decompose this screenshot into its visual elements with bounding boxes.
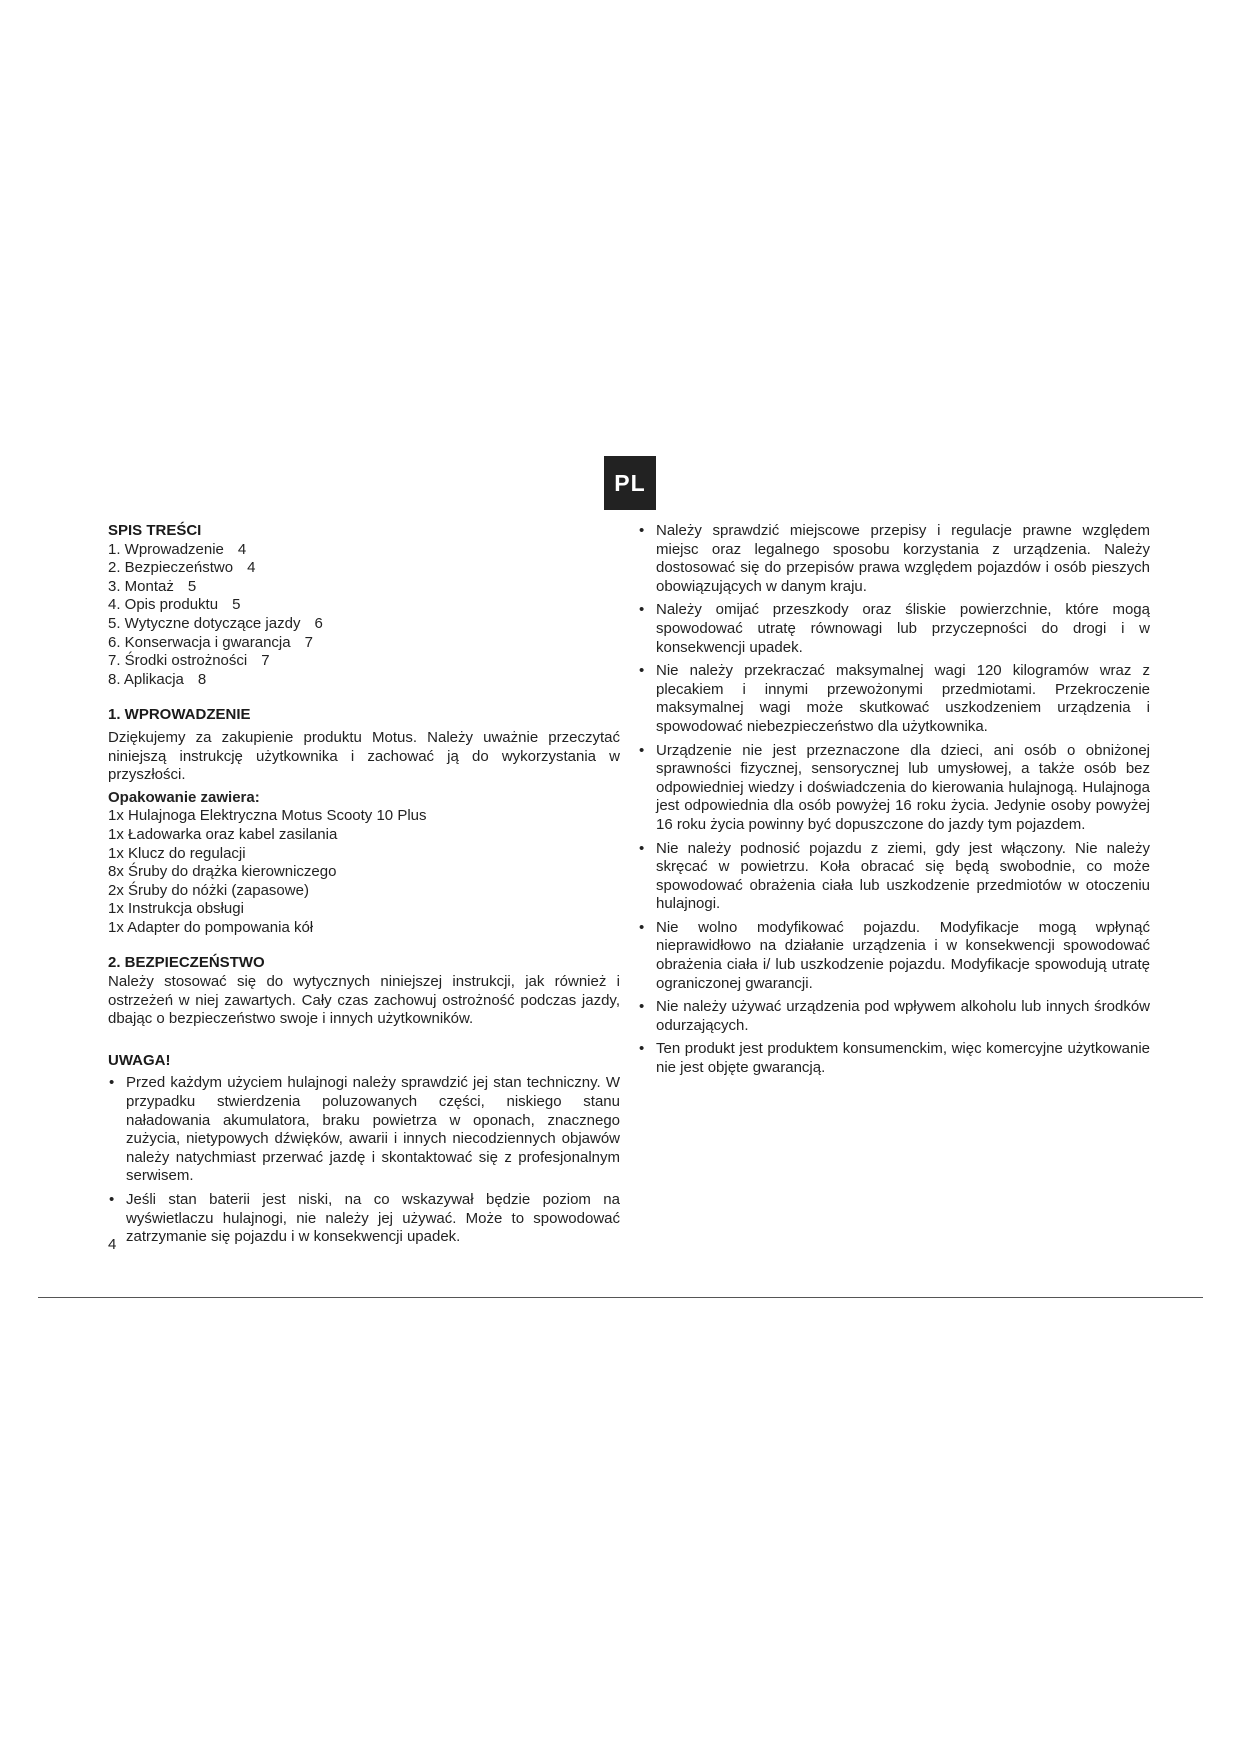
warning-list-right — [638, 522, 1150, 1078]
package-item: 1x Klucz do regulacji — [108, 844, 246, 862]
toc-item: 3. Montaż 5 — [108, 577, 197, 595]
warning-bullet: • Nie wolno modyfikować pojazdu. Modyfikacje mogą wpłynąć nieprawidłowo na działanie urządzenia i w konsekwencji spowodować obrażenia ciała i/ lub uszkodzenie pojazdu. Modyfikacje spowodują utratę ograniczonej gwarancji. — [638, 919, 1150, 993]
warning-bullet: • Nie należy podnosić pojazdu z ziemi, gdy jest włączony. Nie należy skręcać w powietrzu. Koła obracać się będą swobodnie, co może spowodować obrażenia ciała lub uszkodzenie przedmiotów w otoczeniu hulajnogi. — [638, 840, 1150, 914]
toc-item: 2. Bezpieczeństwo 4 — [108, 559, 256, 577]
package-item: 1x Hulajnoga Elektryczna Motus Scooty 10 Plus — [108, 807, 427, 825]
warning-bullet: • Nie należy przekraczać maksymalnej wagi 120 kilogramów wraz z plecakiem i innymi przewożonymi przedmiotami. Przekroczenie maksymalnej wagi może skutkować uszkodzeniem urządzenia i spowodować niebezpieczeństwo dla użytkownika. — [638, 662, 1150, 736]
table-of-contents — [108, 541, 620, 690]
package-item: 8x Śruby do drążka kierowniczego — [108, 863, 337, 881]
package-item: 1x Ładowarka oraz kabel zasilania — [108, 825, 338, 843]
toc-item: 5. Wytyczne dotyczące jazdy 6 — [108, 614, 323, 632]
warning-title: UWAGA! — [108, 1051, 171, 1069]
page-number: 4 — [108, 1236, 117, 1253]
toc-item: 7. Środki ostrożności 7 — [108, 652, 270, 670]
warning-bullet: • Należy sprawdzić miejscowe przepisy i regulacje prawne względem miejsc oraz legalnego sposobu korzystania z urządzenia. Należy dostosować się do przepisów prawa względem pojazdów i osób pieszych obowiązujących w danym kraju. — [638, 522, 1150, 596]
warning-bullet: • Należy omijać przeszkody oraz śliskie powierzchnie, które mogą spowodować utratę równowagi lub przyczepności do drogi i w konsekwencji upadek. — [638, 601, 1150, 657]
intro-title: 1. WPROWADZENIE — [108, 706, 251, 724]
package-item: 1x Instrukcja obsługi — [108, 900, 244, 918]
toc-item: 8. Aplikacja 8 — [108, 670, 207, 688]
warning-list-left — [108, 1074, 620, 1246]
safety-title: 2. BEZPIECZEŃSTWO — [108, 954, 265, 972]
package-list — [108, 807, 620, 937]
warning-bullet: • Przed każdym użyciem hulajnogi należy sprawdzić jej stan techniczny. W przypadku stwierdzenia poluzowanych części, niskiego stanu naładowania akumulatora, braku powietrza w oponach, znacznego zużycia, nietypowych dźwięków, awarii i innych niecodziennych objawów należy natychmiast przerwać jazdę i skontaktować się z profesjonalnym serwisem. — [108, 1074, 620, 1186]
toc-item: 4. Opis produktu 5 — [108, 596, 241, 614]
right-column — [638, 522, 1150, 1083]
warning-bullet: • Nie należy używać urządzenia pod wpływem alkoholu lub innych środków odurzających. — [638, 998, 1150, 1035]
left-column — [108, 522, 620, 1252]
page-divider — [38, 1297, 1203, 1298]
safety-text: Należy stosować się do wytycznych niniejszej instrukcji, jak również i ostrzeżeń w niej zawartych. Cały czas zachowuj ostrożność podczas jazdy, dbając o bezpieczeństwo swoje i innych użytkowników. — [108, 973, 620, 1028]
package-item: 2x Śruby do nóżki (zapasowe) — [108, 881, 309, 899]
package-title: Opakowanie zawiera: — [108, 788, 260, 806]
toc-item: 1. Wprowadzenie 4 — [108, 540, 247, 558]
package-item: 1x Adapter do pompowania kół — [108, 918, 314, 936]
warning-bullet: • Urządzenie nie jest przeznaczone dla dzieci, ani osób o obniżonej sprawności fizycznej, sensorycznej lub umysłowej, a także osób bez odpowiedniej wiedzy i doświadczenia do kierowania hulajnogą. Hulajnoga jest odpowiednia dla osób powyżej 16 roku życia. Jedynie osoby powyżej 16 roku życia powinny być dopuszczone do jazdy tym pojazdem. — [638, 742, 1150, 835]
toc-item: 6. Konserwacja i gwarancja 7 — [108, 633, 313, 651]
warning-bullet: • Ten produkt jest produktem konsumenckim, więc komercyjne użytkowanie nie jest objęte gwarancją. — [638, 1040, 1150, 1077]
toc-title: SPIS TREŚCI — [108, 522, 202, 539]
language-badge: PL — [604, 456, 656, 510]
intro-text: Dziękujemy za zakupienie produktu Motus. Należy uważnie przeczytać niniejszą instrukcję użytkownika i zachować ją do wykorzystania w przyszłości. — [108, 728, 620, 784]
warning-bullet: • Jeśli stan baterii jest niski, na co wskazywał będzie poziom na wyświetlaczu hulajnogi, nie należy jej używać. Może to spowodować zatrzymanie się pojazdu i w konsekwencji upadek. — [108, 1191, 620, 1247]
